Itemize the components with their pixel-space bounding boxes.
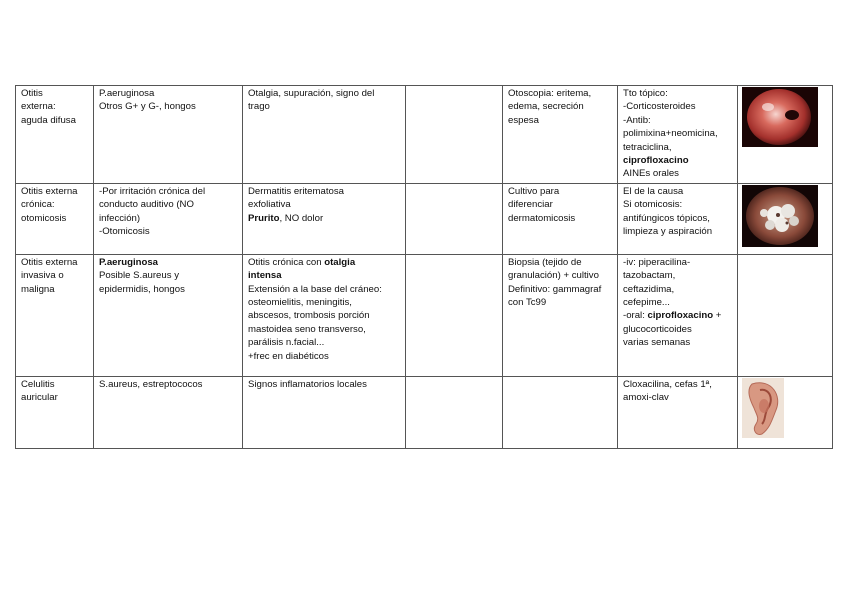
condition-line: externa: xyxy=(21,101,56,113)
etiology-line: conducto auditivo (NO xyxy=(99,199,194,211)
treatment-line xyxy=(623,154,733,167)
empty-image-cell xyxy=(738,254,833,376)
diagnosis-line: Definitivo: gammagraf xyxy=(508,283,602,295)
treatment-cell xyxy=(618,183,738,254)
treatment-line: -Corticosteroides xyxy=(623,101,696,113)
etiology-line: S.aureus, estreptococos xyxy=(99,378,203,390)
treatment-suffix: + xyxy=(713,310,722,322)
treatment-line: cefepime... xyxy=(623,297,670,309)
treatment-cell xyxy=(618,254,738,376)
treatment-line: El de la causa xyxy=(623,185,684,197)
clinic-line xyxy=(248,256,401,269)
diagnosis-line: dermatomicosis xyxy=(508,212,576,224)
image-cell xyxy=(738,183,833,254)
drug-bold: ciprofloxacino xyxy=(623,155,689,167)
drug-bold: ciprofloxacino xyxy=(647,310,714,322)
clinic-line: Extensión a la base del cráneo: xyxy=(248,283,382,295)
symptom-bold: intensa xyxy=(248,270,282,282)
treatment-cell xyxy=(618,376,738,448)
treatment-line: Tto tópico: xyxy=(623,88,668,99)
etiology-cell xyxy=(94,254,243,376)
clinic-line: Signos inflamatorios locales xyxy=(248,378,367,390)
diagnosis-line: Biopsia (tejido de xyxy=(508,256,582,268)
condition-line: Otitis externa xyxy=(21,256,78,268)
diagnosis-line: diferenciar xyxy=(508,199,553,211)
condition-line: aguda difusa xyxy=(21,114,76,126)
condition-line: Celulitis xyxy=(21,378,55,390)
clinic-cell xyxy=(243,254,406,376)
clinic-line xyxy=(248,269,401,282)
clinic-line: Dermatitis eritematosa xyxy=(248,185,344,197)
treatment-line: varias semanas xyxy=(623,337,691,349)
otoscopy-fungal-debris-image xyxy=(742,185,818,247)
diagnosis-line: espesa xyxy=(508,114,539,126)
diagnosis-cell xyxy=(503,254,618,376)
symptom-suffix: , NO dolor xyxy=(279,212,324,224)
etiology-line xyxy=(99,256,238,269)
condition-line: auricular xyxy=(21,392,58,404)
clinic-line: trago xyxy=(248,101,270,113)
table-row xyxy=(16,254,833,376)
etiology-cell xyxy=(94,183,243,254)
treatment-line: tetraciclina, xyxy=(623,141,672,153)
diagnosis-cell xyxy=(503,376,618,448)
diagnosis-cell xyxy=(503,86,618,184)
auricle-cellulitis-image xyxy=(742,378,784,438)
empty-cell xyxy=(406,86,503,184)
diagnosis-cell xyxy=(503,183,618,254)
treatment-line: limpieza y aspiración xyxy=(623,226,713,238)
condition-cell xyxy=(16,254,94,376)
treatment-cell xyxy=(618,86,738,184)
table-row xyxy=(16,86,833,184)
treatment-line: AINEs orales xyxy=(623,168,679,180)
otitis-summary-table xyxy=(15,85,833,449)
condition-line: invasiva o xyxy=(21,270,64,282)
clinic-cell xyxy=(243,376,406,448)
treatment-line: -Antib: xyxy=(623,114,651,126)
etiology-line: Otros G+ y G-, hongos xyxy=(99,101,196,113)
diagnosis-line: Otoscopia: eritema, xyxy=(508,88,592,99)
etiology-line: Posible S.aureus y xyxy=(99,270,179,282)
clinic-line: osteomielitis, meningitis, xyxy=(248,297,352,309)
diagnosis-line: edema, secreción xyxy=(508,101,584,113)
clinic-line: mastoidea seno transverso, xyxy=(248,323,366,335)
diagnosis-line: con Tc99 xyxy=(508,297,547,309)
condition-line: maligna xyxy=(21,283,55,295)
etiology-cell xyxy=(94,86,243,184)
condition-cell xyxy=(16,376,94,448)
pathogen-bold: P.aeruginosa xyxy=(99,256,159,268)
etiology-cell xyxy=(94,376,243,448)
treatment-line: antifúngicos tópicos, xyxy=(623,212,710,224)
treatment-line: amoxi-clav xyxy=(623,392,669,404)
image-cell xyxy=(738,376,833,448)
clinic-line: abscesos, trombosis porción xyxy=(248,310,370,322)
condition-line: otomicosis xyxy=(21,212,67,224)
clinic-line xyxy=(248,212,401,225)
etiology-line: -Otomicosis xyxy=(99,226,150,238)
image-cell xyxy=(738,86,833,184)
condition-cell xyxy=(16,86,94,184)
etiology-line: P.aeruginosa xyxy=(99,88,155,99)
treatment-line: Si otomicosis: xyxy=(623,199,683,211)
treatment-line: -iv: piperacilina- xyxy=(623,256,691,268)
clinic-line: +frec en diabéticos xyxy=(248,350,329,362)
empty-cell xyxy=(406,183,503,254)
condition-line: Otitis xyxy=(21,88,43,99)
condition-cell xyxy=(16,183,94,254)
clinic-text: Otitis crónica con xyxy=(248,256,325,268)
treatment-line: Cloxacilina, cefas 1ª, xyxy=(623,378,712,390)
etiology-line: -Por irritación crónica del xyxy=(99,185,206,197)
clinic-cell xyxy=(243,86,406,184)
diagnosis-line: granulación) + cultivo xyxy=(508,270,599,282)
clinic-line: parálisis n.facial... xyxy=(248,337,325,349)
empty-cell xyxy=(406,254,503,376)
treatment-line xyxy=(623,309,733,322)
clinic-line: exfoliativa xyxy=(248,199,291,211)
symptom-bold: Prurito xyxy=(248,212,280,224)
empty-cell xyxy=(406,376,503,448)
clinic-line: Otalgia, supuración, signo del xyxy=(248,88,375,99)
treatment-line: tazobactam, xyxy=(623,270,676,282)
etiology-line: infección) xyxy=(99,212,141,224)
treatment-line: polimixina+neomicina, xyxy=(623,128,718,140)
etiology-line: epidermidis, hongos xyxy=(99,283,185,295)
treatment-line: glucocorticoides xyxy=(623,323,692,335)
table-row xyxy=(16,376,833,448)
diagnosis-line: Cultivo para xyxy=(508,185,560,197)
clinic-cell xyxy=(243,183,406,254)
treatment-line: ceftazidima, xyxy=(623,283,675,295)
treatment-text: -oral: xyxy=(623,310,648,322)
table-row xyxy=(16,183,833,254)
otoscopy-red-canal-image xyxy=(742,87,818,147)
symptom-bold: otalgia xyxy=(324,256,356,268)
condition-line: crónica: xyxy=(21,199,55,211)
condition-line: Otitis externa xyxy=(21,185,78,197)
